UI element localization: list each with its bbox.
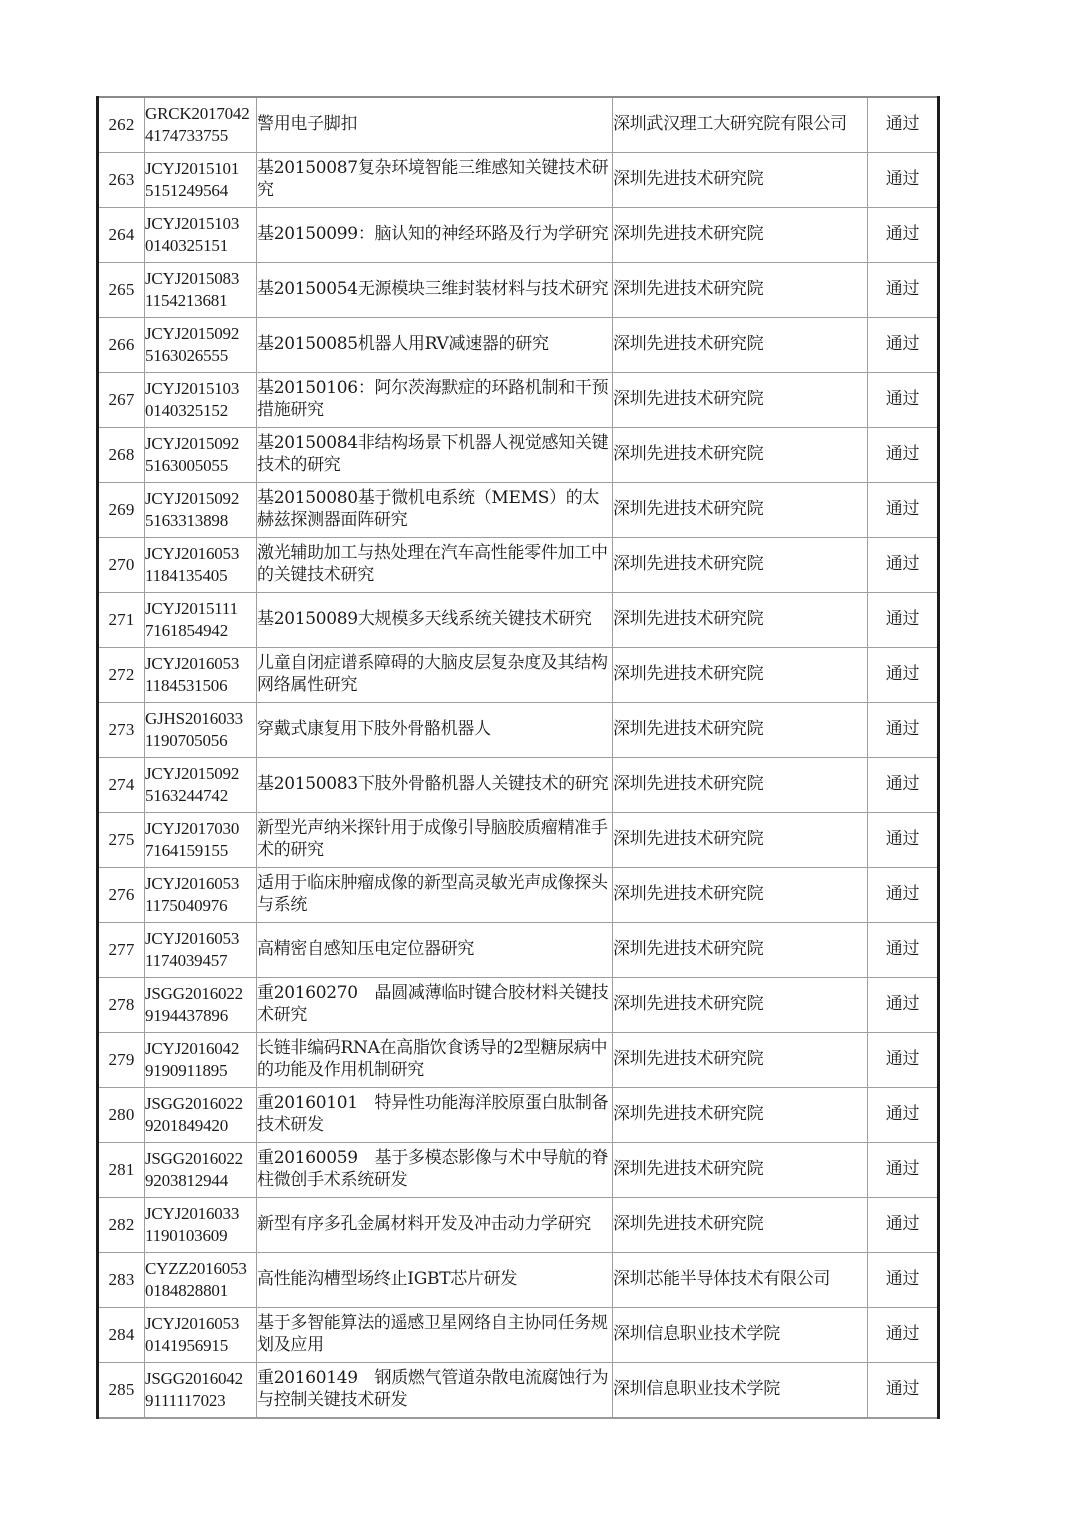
row-applicant-unit: 深圳武汉理工大研究院有限公司 [613,97,868,153]
row-applicant-unit: 深圳先进技术研究院 [613,648,868,703]
project-code-line-2: 1184531506 [145,676,228,695]
row-project-code [145,153,257,208]
project-code-line-2: 7164159155 [145,841,229,860]
row-project-title: 激光辅助加工与热处理在汽车高性能零件加工中的关键技术研究 [257,538,613,593]
row-project-title: 重20160149 钢质燃气管道杂散电流腐蚀行为与控制关键技术研发 [257,1363,613,1419]
row-review-status: 通过 [868,263,939,318]
row-sequence-number: 274 [98,758,145,813]
row-review-status: 通过 [868,1363,939,1419]
project-code-line-2: 9190911895 [145,1061,228,1080]
table-row [98,703,939,758]
row-project-title: 基20150106：阿尔茨海默症的环路机制和干预措施研究 [257,373,613,428]
row-project-title: 高性能沟槽型场终止IGBT芯片研发 [257,1253,613,1308]
row-applicant-unit: 深圳先进技术研究院 [613,758,868,813]
row-applicant-unit: 深圳先进技术研究院 [613,208,868,263]
row-applicant-unit: 深圳先进技术研究院 [613,318,868,373]
project-code-line-2: 0140325152 [145,401,229,420]
row-project-code [145,318,257,373]
row-project-code [145,1308,257,1363]
row-sequence-number: 273 [98,703,145,758]
row-sequence-number: 266 [98,318,145,373]
row-project-code [145,263,257,318]
row-review-status: 通过 [868,1143,939,1198]
table-row [98,978,939,1033]
row-applicant-unit: 深圳先进技术研究院 [613,153,868,208]
table-row [98,758,939,813]
project-code-line-1: JCYJ2015103 [145,379,240,399]
row-review-status: 通过 [868,868,939,923]
row-project-title: 基20150084非结构场景下机器人视觉感知关键技术的研究 [257,428,613,483]
table-row [98,208,939,263]
project-code-line-1: GRCK2017042 [145,104,250,124]
row-sequence-number: 276 [98,868,145,923]
row-applicant-unit: 深圳先进技术研究院 [613,263,868,318]
table-row [98,648,939,703]
project-code-line-1: JCYJ2015101 [145,159,240,179]
row-review-status: 通过 [868,97,939,153]
row-review-status: 通过 [868,538,939,593]
row-review-status: 通过 [868,758,939,813]
table-row [98,538,939,593]
row-project-code [145,593,257,648]
project-code-line-2: 9111117023 [145,1391,226,1410]
row-project-code [145,373,257,428]
row-applicant-unit: 深圳先进技术研究院 [613,923,868,978]
project-code-line-1: GJHS2016033 [145,709,243,729]
row-sequence-number: 280 [98,1088,145,1143]
project-code-line-2: 4174733755 [145,126,229,145]
row-project-title: 基20150054无源模块三维封装材料与技术研究 [257,263,613,318]
row-review-status: 通过 [868,318,939,373]
table-row [98,593,939,648]
row-project-title: 穿戴式康复用下肢外骨骼机器人 [257,703,613,758]
project-code-line-1: JSGG2016042 [145,1369,243,1389]
row-applicant-unit: 深圳先进技术研究院 [613,1033,868,1088]
row-sequence-number: 279 [98,1033,145,1088]
row-review-status: 通过 [868,593,939,648]
row-review-status: 通过 [868,1253,939,1308]
project-code-line-2: 1154213681 [145,291,228,310]
row-review-status: 通过 [868,483,939,538]
row-project-code [145,1363,257,1419]
project-code-line-1: JCYJ2016042 [145,1039,240,1059]
row-review-status: 通过 [868,703,939,758]
row-review-status: 通过 [868,978,939,1033]
project-code-line-1: JSGG2016022 [145,984,243,1004]
row-project-code [145,703,257,758]
row-applicant-unit: 深圳先进技术研究院 [613,483,868,538]
row-sequence-number: 282 [98,1198,145,1253]
row-applicant-unit: 深圳芯能半导体技术有限公司 [613,1253,868,1308]
table-row [98,1143,939,1198]
row-sequence-number: 263 [98,153,145,208]
row-applicant-unit: 深圳先进技术研究院 [613,593,868,648]
row-review-status: 通过 [868,153,939,208]
row-applicant-unit: 深圳先进技术研究院 [613,373,868,428]
row-review-status: 通过 [868,208,939,263]
table-row [98,1363,939,1419]
project-code-line-2: 1190103609 [145,1226,228,1245]
row-project-title: 基20150083下肢外骨骼机器人关键技术的研究 [257,758,613,813]
row-project-code [145,1198,257,1253]
row-project-code [145,1253,257,1308]
project-code-line-1: JSGG2016022 [145,1149,243,1169]
row-review-status: 通过 [868,373,939,428]
row-project-title: 基20150087复杂环境智能三维感知关键技术研究 [257,153,613,208]
table-row [98,1088,939,1143]
row-project-code [145,1033,257,1088]
row-applicant-unit: 深圳先进技术研究院 [613,703,868,758]
row-project-code [145,1143,257,1198]
row-project-title: 基20150089大规模多天线系统关键技术研究 [257,593,613,648]
row-sequence-number: 281 [98,1143,145,1198]
row-project-title: 警用电子脚扣 [257,97,613,153]
row-review-status: 通过 [868,428,939,483]
row-project-title: 新型有序多孔金属材料开发及冲击动力学研究 [257,1198,613,1253]
project-code-line-1: JCYJ2016033 [145,1204,240,1224]
table-row [98,868,939,923]
table-row [98,97,939,153]
row-review-status: 通过 [868,1198,939,1253]
project-code-line-1: JCYJ2016053 [145,654,240,674]
project-code-line-1: JCYJ2015092 [145,489,240,509]
row-sequence-number: 269 [98,483,145,538]
row-project-code [145,648,257,703]
project-code-line-2: 1190705056 [145,731,228,750]
project-code-line-2: 9201849420 [145,1116,229,1135]
project-code-line-1: JCYJ2015111 [145,599,238,619]
project-code-line-2: 0140325151 [145,236,229,255]
project-code-line-1: JCYJ2017030 [145,819,240,839]
row-project-code [145,868,257,923]
row-project-code [145,428,257,483]
project-code-line-2: 5163244742 [145,786,229,805]
table-row [98,813,939,868]
project-code-line-1: JCYJ2015083 [145,269,240,289]
row-project-title: 基20150080基于微机电系统（MEMS）的太赫兹探测器面阵研究 [257,483,613,538]
row-review-status: 通过 [868,1033,939,1088]
row-applicant-unit: 深圳先进技术研究院 [613,813,868,868]
project-code-line-2: 1175040976 [145,896,228,915]
row-project-title: 重20160101 特异性功能海洋胶原蛋白肽制备技术研发 [257,1088,613,1143]
project-code-line-2: 1184135405 [145,566,228,585]
row-applicant-unit: 深圳先进技术研究院 [613,1143,868,1198]
table-row [98,318,939,373]
project-code-line-2: 9194437896 [145,1006,229,1025]
project-code-line-2: 0141956915 [145,1336,229,1355]
row-sequence-number: 278 [98,978,145,1033]
project-code-line-1: JCYJ2015103 [145,214,240,234]
row-sequence-number: 265 [98,263,145,318]
row-project-code [145,1088,257,1143]
row-project-title: 高精密自感知压电定位器研究 [257,923,613,978]
row-project-title: 重20160270 晶圆减薄临时键合胶材料关键技术研究 [257,978,613,1033]
row-sequence-number: 272 [98,648,145,703]
row-project-title: 长链非编码RNA在高脂饮食诱导的2型糖尿病中的功能及作用机制研究 [257,1033,613,1088]
row-sequence-number: 262 [98,97,145,153]
project-code-line-2: 1174039457 [145,951,228,970]
table-row [98,373,939,428]
row-sequence-number: 277 [98,923,145,978]
row-project-code [145,813,257,868]
row-review-status: 通过 [868,923,939,978]
project-code-line-1: JCYJ2016053 [145,1314,240,1334]
table-row [98,263,939,318]
row-applicant-unit: 深圳先进技术研究院 [613,1198,868,1253]
row-project-code [145,923,257,978]
table-row [98,923,939,978]
table-row [98,1198,939,1253]
row-sequence-number: 267 [98,373,145,428]
project-code-line-1: JCYJ2015092 [145,324,240,344]
row-review-status: 通过 [868,1308,939,1363]
row-applicant-unit: 深圳先进技术研究院 [613,868,868,923]
project-code-line-2: 7161854942 [145,621,229,640]
row-project-code [145,978,257,1033]
table-row [98,1308,939,1363]
row-sequence-number: 285 [98,1363,145,1419]
table-row [98,483,939,538]
row-sequence-number: 284 [98,1308,145,1363]
project-code-line-1: JCYJ2016053 [145,874,240,894]
approval-results-table [96,96,940,1419]
table-body [98,97,939,1418]
project-code-line-2: 0184828801 [145,1281,229,1300]
project-code-line-2: 5163313898 [145,511,229,530]
project-code-line-2: 9203812944 [145,1171,229,1190]
table-row [98,1253,939,1308]
row-applicant-unit: 深圳信息职业技术学院 [613,1363,868,1419]
project-code-line-2: 5163026555 [145,346,229,365]
row-project-code [145,208,257,263]
row-project-code [145,758,257,813]
table-row [98,153,939,208]
table-row [98,1033,939,1088]
row-review-status: 通过 [868,648,939,703]
project-code-line-1: JCYJ2015092 [145,764,240,784]
project-code-line-2: 5163005055 [145,456,229,475]
row-project-title: 基20150085机器人用RV减速器的研究 [257,318,613,373]
project-code-line-2: 5151249564 [145,181,229,200]
table-row [98,428,939,483]
project-code-line-1: CYZZ2016053 [145,1259,247,1279]
row-sequence-number: 275 [98,813,145,868]
row-applicant-unit: 深圳先进技术研究院 [613,538,868,593]
row-applicant-unit: 深圳先进技术研究院 [613,428,868,483]
project-code-line-1: JCYJ2016053 [145,929,240,949]
row-sequence-number: 270 [98,538,145,593]
row-sequence-number: 268 [98,428,145,483]
row-review-status: 通过 [868,813,939,868]
row-project-title: 基于多智能算法的遥感卫星网络自主协同任务规划及应用 [257,1308,613,1363]
project-code-line-1: JCYJ2015092 [145,434,240,454]
row-applicant-unit: 深圳先进技术研究院 [613,978,868,1033]
project-code-line-1: JSGG2016022 [145,1094,243,1114]
row-project-code [145,538,257,593]
row-sequence-number: 271 [98,593,145,648]
row-review-status: 通过 [868,1088,939,1143]
row-applicant-unit: 深圳信息职业技术学院 [613,1308,868,1363]
row-project-code [145,97,257,153]
row-project-title: 基20150099：脑认知的神经环路及行为学研究 [257,208,613,263]
row-sequence-number: 283 [98,1253,145,1308]
row-project-title: 儿童自闭症谱系障碍的大脑皮层复杂度及其结构网络属性研究 [257,648,613,703]
row-sequence-number: 264 [98,208,145,263]
row-project-title: 新型光声纳米探针用于成像引导脑胶质瘤精准手术的研究 [257,813,613,868]
row-applicant-unit: 深圳先进技术研究院 [613,1088,868,1143]
row-project-title: 适用于临床肿瘤成像的新型高灵敏光声成像探头与系统 [257,868,613,923]
project-code-line-1: JCYJ2016053 [145,544,240,564]
row-project-title: 重20160059 基于多模态影像与术中导航的脊柱微创手术系统研发 [257,1143,613,1198]
row-project-code [145,483,257,538]
